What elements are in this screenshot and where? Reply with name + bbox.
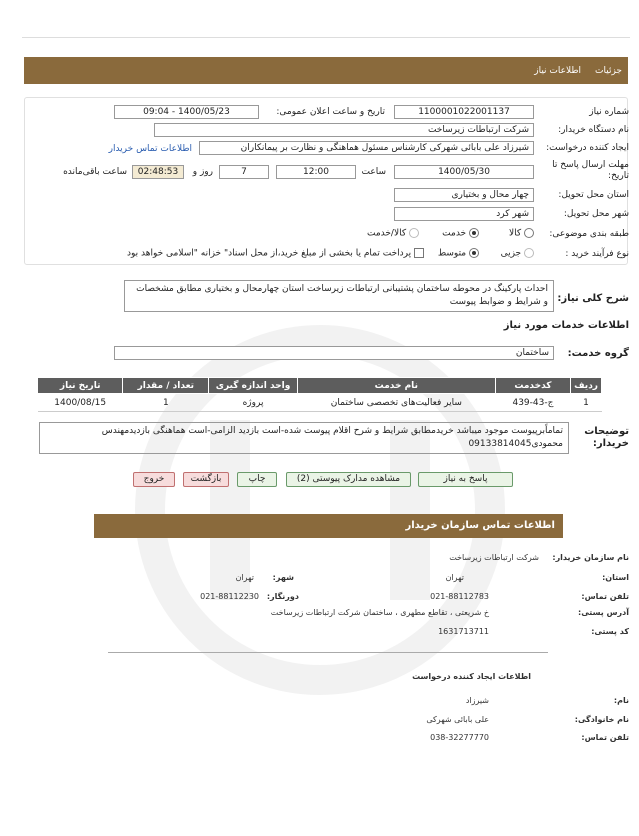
summary-label: شرح کلی نیاز: xyxy=(557,293,629,304)
category-option-goods[interactable]: کالا xyxy=(509,228,534,239)
row-code: ج-43-439 xyxy=(495,394,570,412)
requester-name: شیرزاد xyxy=(465,696,489,705)
watermark-logo xyxy=(30,300,610,720)
contact-fax: 021-88112230 xyxy=(200,592,259,601)
buyer-contact-title: اطلاعات تماس سازمان خریدار xyxy=(94,514,563,538)
days-field: 7 xyxy=(219,165,269,179)
header-need-info-tab[interactable]: اطلاعات نیاز xyxy=(534,65,582,76)
requester-name-label: نام: xyxy=(613,696,629,705)
row-unit: پروژه xyxy=(209,394,298,412)
buyer-contact-link[interactable]: اطلاعات تماس خریدار xyxy=(108,144,192,154)
col-code: کدخدمت xyxy=(495,378,570,394)
back-button[interactable]: بازگشت xyxy=(183,472,229,487)
print-button[interactable]: چاپ xyxy=(237,472,277,487)
services-table xyxy=(37,377,602,412)
services-title: اطلاعات خدمات مورد نیاز xyxy=(503,320,629,331)
contact-province: تهران xyxy=(445,573,464,582)
contact-divider xyxy=(108,652,548,653)
col-qty: تعداد / مقدار xyxy=(123,378,209,394)
category-option-both[interactable]: کالا/خدمت xyxy=(367,228,419,239)
col-date: تاریخ نیاز xyxy=(38,378,123,394)
deadline-label: مهلت ارسال پاسخ تا تاریخ: xyxy=(552,160,629,181)
announce-label: تاریخ و ساعت اعلان عمومی: xyxy=(276,107,385,117)
row-name: سایر فعالیت‌های تخصصی ساختمان xyxy=(297,394,495,412)
announce-field: 1400/05/23 - 09:04 xyxy=(114,105,259,119)
city-field: شهر کرد xyxy=(394,207,534,221)
payment-note[interactable]: پرداخت تمام یا بخشی از مبلغ خرید،از محل اسناد" خزانه "اسلامی خواهد بود xyxy=(127,248,424,259)
contact-address-label: آدرس پستی: xyxy=(578,608,629,617)
contact-fax-label: دورنگار: xyxy=(266,592,299,601)
city-label: شهر محل تحویل: xyxy=(563,209,629,219)
col-name: نام خدمت xyxy=(297,378,495,394)
requester-family: علی بابائی شهرکی xyxy=(426,715,489,724)
service-group-field: ساختمان xyxy=(114,346,554,360)
contact-province-label: استان: xyxy=(602,573,629,582)
requester-title: اطلاعات ایجاد کننده درخواست xyxy=(412,672,531,681)
services-table-header xyxy=(38,378,602,394)
contact-name: شرکت ارتباطات زیرساخت xyxy=(449,553,539,562)
contact-city-label: شهر: xyxy=(272,573,294,582)
contact-phone-label: تلفن تماس: xyxy=(581,592,629,601)
col-unit: واحد اندازه گیری xyxy=(209,378,298,394)
service-group-label: گروه خدمت: xyxy=(567,348,629,359)
deadline-time-field: 12:00 xyxy=(276,165,356,179)
requester-phone: 038-32277770 xyxy=(430,733,489,742)
requester-phone-label: تلفن تماس: xyxy=(581,733,629,742)
row-qty: 1 xyxy=(123,394,209,412)
buyer-notes-label: توضیحات خریدار: xyxy=(584,426,629,449)
buyer-org-field: شرکت ارتباطات زیرساخت xyxy=(154,123,534,137)
page-header xyxy=(24,57,628,84)
days-label: روز و xyxy=(192,167,213,177)
summary-text: احداث پارکینگ در محوطه ساختمان پشتیبانی ارتباطات زیرساخت استان چهارمحال و بختیاری مطابق مشخصات و شرایط و ضوابط پیوست xyxy=(124,280,554,312)
row-number: 1 xyxy=(571,394,602,412)
exit-button[interactable]: خروج xyxy=(133,472,175,487)
category-option-service[interactable]: خدمت xyxy=(442,228,479,239)
category-label: طبقه بندی موضوعی: xyxy=(549,229,629,239)
deadline-date-field: 1400/05/30 xyxy=(394,165,534,179)
contact-address: خ شریعتی ، تقاطع مطهری ، ساختمان شرکت ارتباطات زیرساخت xyxy=(270,608,489,617)
col-row: ردیف xyxy=(571,378,602,394)
table-row xyxy=(38,394,602,412)
contact-postal: 1631713711 xyxy=(438,627,489,636)
process-label: نوع فرآیند خرید : xyxy=(565,249,629,259)
header-details-tab[interactable]: جزئیات xyxy=(595,65,622,76)
process-option-minor[interactable]: جزیی xyxy=(501,248,534,259)
buyer-org-label: نام دستگاه خریدار: xyxy=(558,125,629,135)
buyer-notes-text: تماماًبرپیوست موجود میباشد خریدمطابق شرایط و شرح اقلام پیوست شده-است بازدید الزامی-است هماهنگی بازدیدمهندس محمودی09133814045 xyxy=(39,422,569,454)
province-field: چهار محال و بختیاری xyxy=(394,188,534,202)
row-date: 1400/08/15 xyxy=(38,394,123,412)
payment-checkbox[interactable] xyxy=(414,248,424,258)
contact-postal-label: کد پستی: xyxy=(591,627,629,636)
top-divider xyxy=(22,37,630,38)
reply-button[interactable]: پاسخ به نیاز xyxy=(418,472,513,487)
remaining-label: ساعت باقی‌مانده xyxy=(63,167,127,177)
creator-field: شیرزاد علی بابائی شهرکی کارشناس مسئول هماهنگی و نظارت بر پیمانکاران xyxy=(199,141,534,155)
contact-phone: 021-88112783 xyxy=(430,592,489,601)
need-number-field: 1100001022001137 xyxy=(394,105,534,119)
province-label: استان محل تحویل: xyxy=(558,190,629,200)
creator-label: ایجاد کننده درخواست: xyxy=(546,143,629,153)
attachments-button[interactable]: مشاهده مدارک پیوستی (2) xyxy=(286,472,411,487)
remaining-time-field: 02:48:53 xyxy=(132,165,184,179)
requester-family-label: نام خانوادگی: xyxy=(574,715,629,724)
need-number-label: شماره نیاز xyxy=(589,107,629,117)
contact-name-label: نام سازمان خریدار: xyxy=(552,553,629,562)
contact-city: تهران xyxy=(235,573,254,582)
time-label: ساعت xyxy=(361,167,386,177)
process-option-medium[interactable]: متوسط xyxy=(438,248,479,259)
